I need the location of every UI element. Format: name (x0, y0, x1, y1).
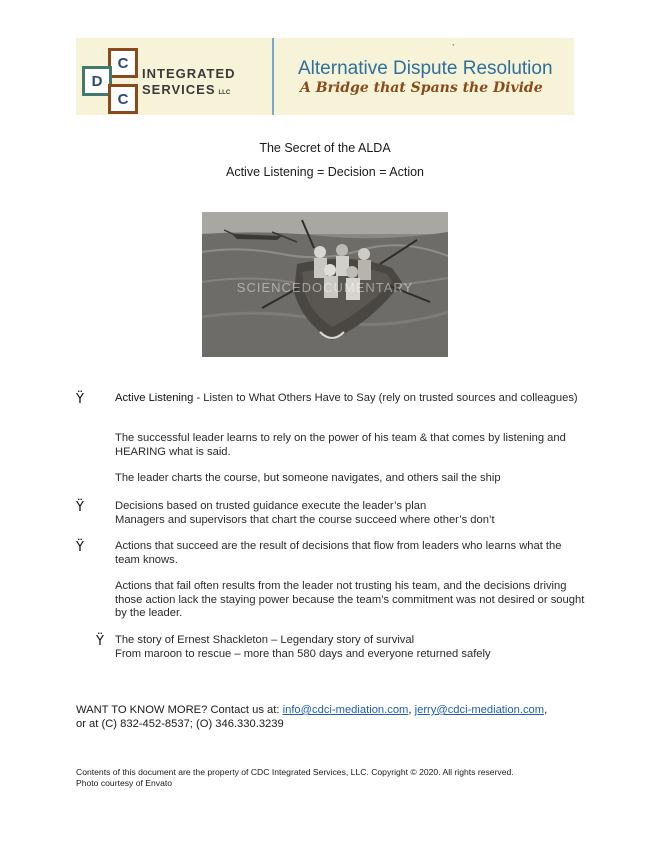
story-line-2: From maroon to rescue – more than 580 days and everyone returned safely (115, 648, 491, 660)
footer (76, 767, 596, 789)
logo-integrated-text: INTEGRATED (142, 66, 236, 81)
actions-para-2: Actions that fail often results from the leader not trusting his team, and the decisions driving those action lack the staying power because the team’s commitment was not desired or sought by the leader. (115, 580, 585, 619)
contact-block (76, 703, 596, 731)
contact-phones: or at (C) 832-452-8537; (O) 346.330.3239 (76, 718, 284, 730)
banner-divider (272, 38, 274, 115)
bullet-decisions: Ÿ (76, 500, 84, 515)
listening-lead-text: - Listen to What Others Have to Say (rely on trusted sources and colleagues) (193, 392, 578, 404)
logo-llc-text: LLC (218, 90, 231, 96)
banner-title: Alternative Dispute Resolution (298, 58, 553, 79)
logo-services-word: SERVICES (142, 82, 216, 97)
lifeboat-photo (202, 212, 448, 357)
email-link-jerry[interactable]: jerry@cdci-mediation.com (414, 704, 545, 716)
bullet-listening: Ÿ (76, 392, 84, 407)
photo-watermark: SCIENCEDOCUMENTARY (236, 280, 414, 295)
actions-para-1: Actions that succeed are the result of decisions that flow from leaders who learns what the team knows. (115, 540, 562, 566)
story-line-1: The story of Ernest Shackleton – Legendary story of survival (115, 634, 415, 646)
contact-separator: , (408, 704, 415, 716)
footer-copyright: Contents of this document are the property of CDC Integrated Services, LLC. Copyright © 2020. All rights reserved. (76, 767, 514, 777)
listening-lead (115, 392, 585, 406)
listening-keyword: Active Listening (115, 392, 194, 404)
bullet-story: Ÿ (96, 634, 104, 649)
bullet-actions: Ÿ (76, 540, 84, 555)
document-subtitle: Active Listening = Decision = Action (225, 165, 425, 179)
contact-suffix: , (544, 704, 548, 716)
logo-square-c-bottom: C (108, 84, 138, 114)
header-banner (76, 38, 574, 115)
logo-square-c-top: C (108, 48, 138, 78)
listening-para-2: The successful leader learns to rely on the power of his team & that comes by listening and HEARING what is said. (115, 432, 566, 458)
decisions-line-2: Managers and supervisors that chart the course succeed where other’s don’t (115, 514, 495, 526)
document-title: The Secret of the ALDA (259, 141, 391, 155)
banner-tagline: A Bridge that Spans the Divide (300, 80, 543, 96)
contact-prefix: WANT TO KNOW MORE? Contact us at: (76, 704, 283, 716)
listening-para-3: The leader charts the course, but someone navigates, and others sail the ship (115, 472, 501, 484)
banner-mark: , (452, 38, 455, 47)
email-link-info[interactable]: info@cdci-mediation.com (282, 704, 409, 716)
decisions-line-1: Decisions based on trusted guidance execute the leader’s plan (115, 500, 427, 512)
logo-services-text (142, 82, 230, 97)
footer-photo-credit: Photo courtesy of Envato (76, 778, 173, 788)
logo-square-d: D (82, 66, 112, 96)
